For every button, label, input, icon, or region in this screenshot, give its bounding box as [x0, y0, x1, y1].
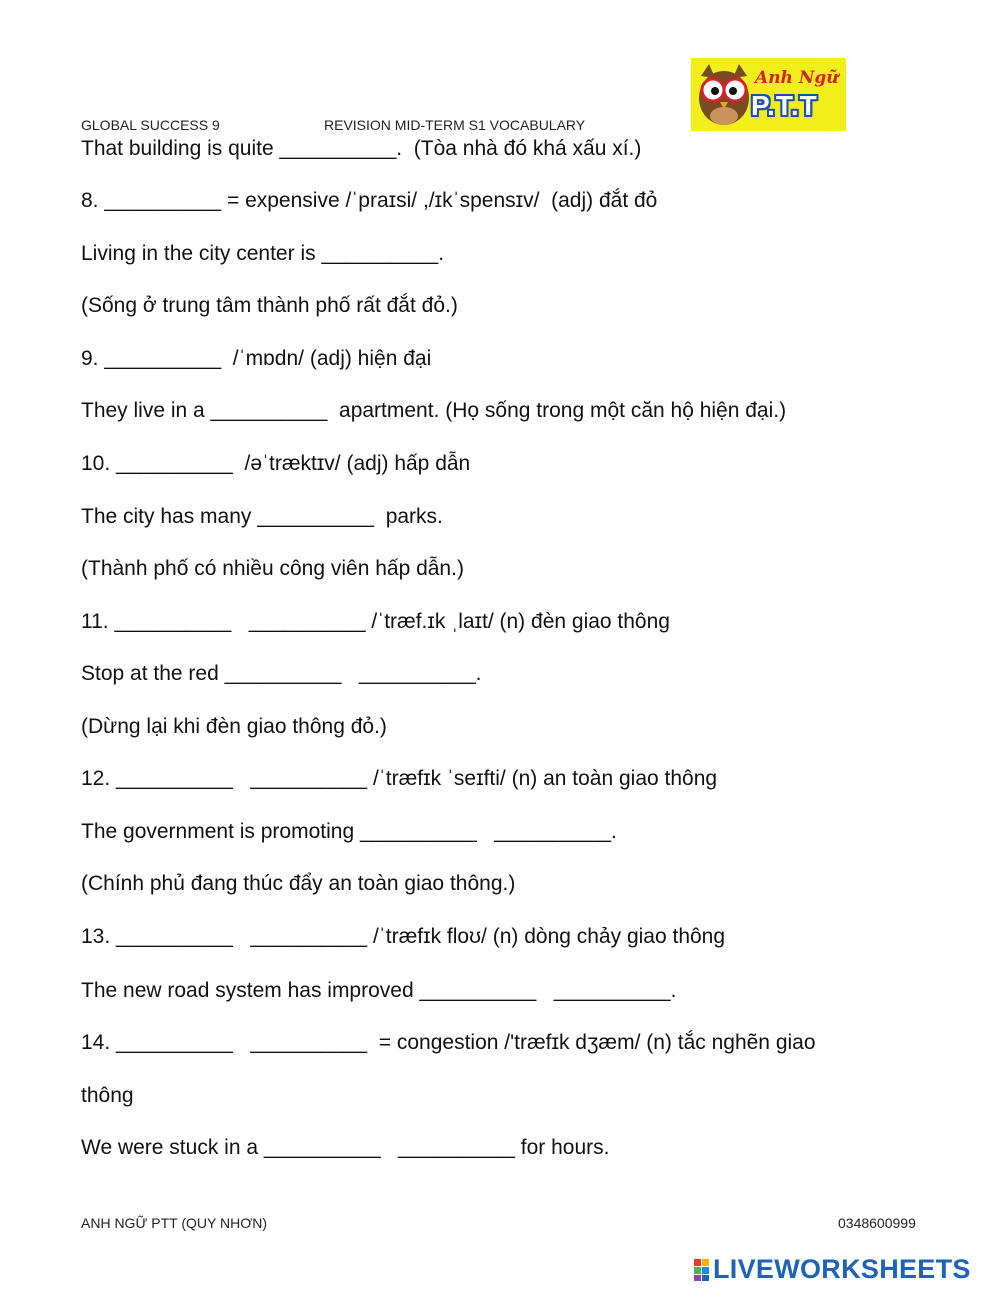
liveworksheets-wordmark: LIVEWORKSHEETS	[713, 1254, 971, 1284]
header-title: REVISION MID-TERM S1 VOCABULARY	[324, 117, 586, 133]
worksheet-line: 9. __________ /ˈmɒdn/ (adj) hiện đại	[81, 347, 432, 370]
worksheet-line: 14. __________ __________ = congestion /'træfɪk dʒæm/ (n) tắc nghẽn giao	[81, 1031, 816, 1054]
worksheet-line: The government is promoting __________ __________.	[81, 820, 617, 843]
logo-text-ptt: P.T.T	[751, 90, 818, 121]
worksheet-line: (Dừng lại khi đèn giao thông đỏ.)	[81, 715, 387, 738]
worksheet-line: The city has many __________ parks.	[81, 505, 443, 528]
worksheet-line: 11. __________ __________ /ˈtræf.ɪk ˌlaɪt/ (n) đèn giao thông	[81, 610, 670, 633]
worksheet-line: thông	[81, 1084, 134, 1107]
worksheet-line: We were stuck in a __________ __________ for hours.	[81, 1136, 610, 1159]
worksheet-line: Stop at the red __________ __________.	[81, 662, 482, 685]
worksheet-line: 13. __________ __________ /ˈtræfɪk floʊ/ (n) dòng chảy giao thông	[81, 925, 726, 948]
footer-phone: 0348600999	[838, 1215, 916, 1231]
logo-text-anh-ngu: Anh Ngữ	[755, 68, 839, 88]
worksheet-line: (Sống ở trung tâm thành phố rất đắt đỏ.)	[81, 294, 458, 317]
owl-icon	[695, 62, 753, 128]
worksheet-line: That building is quite __________. (Tòa nhà đó khá xấu xí.)	[81, 137, 642, 160]
anh-ngu-ptt-logo	[691, 58, 846, 131]
worksheet-line: (Chính phủ đang thúc đẩy an toàn giao thông.)	[81, 872, 516, 895]
liveworksheets-logo-icon	[694, 1259, 710, 1281]
worksheet-line: 10. __________ /əˈtræktɪv/ (adj) hấp dẫn	[81, 452, 471, 475]
worksheet-line: (Thành phố có nhiều công viên hấp dẫn.)	[81, 557, 464, 580]
worksheet-line: Living in the city center is __________.	[81, 242, 445, 265]
footer-left: ANH NGỮ PTT (QUY NHƠN)	[81, 1215, 268, 1231]
worksheet-line: They live in a __________ apartment. (Họ sống trong một căn hộ hiện đại.)	[81, 399, 787, 422]
worksheet-line: 8. __________ = expensive /ˈpraɪsi/ ,/ɪkˈspensɪv/ (adj) đắt đỏ	[81, 189, 658, 212]
header-left: GLOBAL SUCCESS 9	[81, 117, 220, 133]
worksheet-line: 12. __________ __________ /ˈtræfɪk ˈseɪfti/ (n) an toàn giao thông	[81, 767, 718, 790]
worksheet-line: The new road system has improved __________ __________.	[81, 979, 677, 1002]
